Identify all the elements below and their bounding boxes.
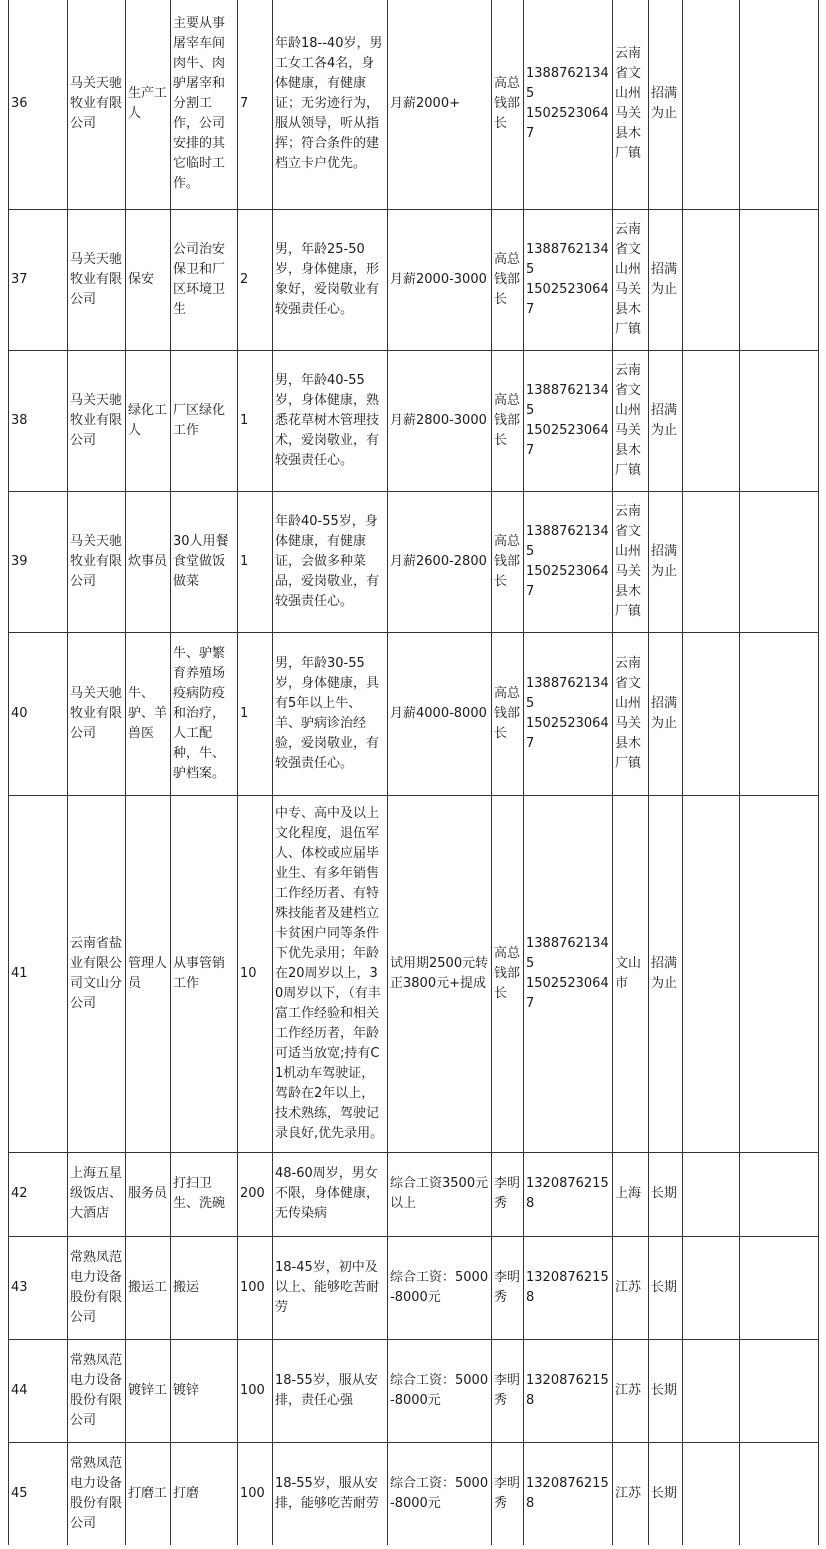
table-row <box>9 1339 819 1442</box>
row-number: 37 <box>9 209 68 350</box>
work-location: 江苏 <box>613 1442 649 1545</box>
row-number: 36 <box>9 0 68 209</box>
table-row <box>9 1152 819 1236</box>
contact-phone: 13208762158 <box>524 1152 613 1236</box>
job-requirements: 年龄40-55岁，身体健康，有健康证，会做多种菜品，爱岗敬业，有较强责任心。 <box>273 491 388 632</box>
work-location: 云南省文山州马关县木厂镇 <box>613 491 649 632</box>
hiring-duration: 招满为止 <box>649 0 683 209</box>
salary: 月薪2800-3000 <box>388 350 492 491</box>
row-number: 38 <box>9 350 68 491</box>
empty-cell-2 <box>740 1236 819 1339</box>
contact-phone: 13887621345 15025230647 <box>524 491 613 632</box>
contact-phone: 13887621345 15025230647 <box>524 350 613 491</box>
table-row <box>9 1442 819 1545</box>
hire-count: 100 <box>238 1442 273 1545</box>
company-name: 常熟凤范电力设备股份有限公司 <box>68 1442 126 1545</box>
job-duties: 牛、驴繁育养殖场疫病防疫和治疗，人工配种，牛、驴档案。 <box>171 632 238 795</box>
contact-phone: 13887621345 15025230647 <box>524 209 613 350</box>
contact-phone: 13208762158 <box>524 1236 613 1339</box>
hiring-duration: 招满为止 <box>649 795 683 1152</box>
job-requirements: 18-45岁，初中及以上、能够吃苦耐劳 <box>273 1236 388 1339</box>
work-location: 江苏 <box>613 1236 649 1339</box>
contact-person: 高总钱部长 <box>492 632 524 795</box>
jobs-table-body <box>9 0 819 1545</box>
salary: 月薪2600-2800 <box>388 491 492 632</box>
hiring-duration: 招满为止 <box>649 350 683 491</box>
hiring-duration: 招满为止 <box>649 632 683 795</box>
contact-phone: 13887621345 15025230647 <box>524 795 613 1152</box>
empty-cell-2 <box>740 0 819 209</box>
salary: 月薪2000+ <box>388 0 492 209</box>
company-name: 常熟凤范电力设备股份有限公司 <box>68 1339 126 1442</box>
contact-person: 李明秀 <box>492 1442 524 1545</box>
job-duties: 主要从事屠宰车间肉牛、肉驴屠宰和分割工作，公司安排的其它临时工作。 <box>171 0 238 209</box>
job-requirements: 18-55岁，服从安排，能够吃苦耐劳 <box>273 1442 388 1545</box>
hiring-duration: 长期 <box>649 1339 683 1442</box>
job-requirements: 男，年龄40-55岁，身体健康，熟悉花草树木管理技术，爱岗敬业，有较强责任心。 <box>273 350 388 491</box>
empty-cell-2 <box>740 350 819 491</box>
empty-cell-1 <box>683 632 740 795</box>
jobs-table <box>8 0 819 1545</box>
empty-cell-2 <box>740 1152 819 1236</box>
row-number: 39 <box>9 491 68 632</box>
hiring-duration: 长期 <box>649 1442 683 1545</box>
salary: 综合工资3500元以上 <box>388 1152 492 1236</box>
job-duties: 搬运 <box>171 1236 238 1339</box>
contact-person: 李明秀 <box>492 1152 524 1236</box>
hire-count: 7 <box>238 0 273 209</box>
position-name: 镀锌工 <box>126 1339 171 1442</box>
job-duties: 厂区绿化工作 <box>171 350 238 491</box>
hire-count: 1 <box>238 350 273 491</box>
contact-person: 李明秀 <box>492 1236 524 1339</box>
hiring-duration: 招满为止 <box>649 491 683 632</box>
job-requirements: 中专、高中及以上文化程度，退伍军人、体校或应届毕业生、有多年销售工作经历者、有特殊技能者及建档立卡贫困户同等条件下优先录用；年龄在20周岁以上，30周岁以下，（有丰富工作经验和相关工作经历者，年龄可适当放宽;持有C1机动车驾驶证，驾龄在2年以上，技术熟练，驾驶记录良好,优先录用。 <box>273 795 388 1152</box>
job-duties: 从事管销工作 <box>171 795 238 1152</box>
contact-phone: 13887621345 15025230647 <box>524 632 613 795</box>
row-number: 41 <box>9 795 68 1152</box>
contact-person: 李明秀 <box>492 1339 524 1442</box>
position-name: 管理人员 <box>126 795 171 1152</box>
work-location: 云南省文山州马关县木厂镇 <box>613 209 649 350</box>
position-name: 牛、驴、羊兽医 <box>126 632 171 795</box>
work-location: 文山市 <box>613 795 649 1152</box>
contact-person: 高总钱部长 <box>492 0 524 209</box>
hire-count: 1 <box>238 491 273 632</box>
hire-count: 200 <box>238 1152 273 1236</box>
position-name: 搬运工 <box>126 1236 171 1339</box>
position-name: 服务员 <box>126 1152 171 1236</box>
empty-cell-1 <box>683 0 740 209</box>
empty-cell-1 <box>683 350 740 491</box>
empty-cell-2 <box>740 491 819 632</box>
row-number: 44 <box>9 1339 68 1442</box>
job-duties: 打扫卫生、洗碗 <box>171 1152 238 1236</box>
company-name: 马关天驰牧业有限公司 <box>68 350 126 491</box>
table-row <box>9 209 819 350</box>
position-name: 生产工人 <box>126 0 171 209</box>
job-duties: 镀锌 <box>171 1339 238 1442</box>
empty-cell-2 <box>740 1339 819 1442</box>
hire-count: 100 <box>238 1339 273 1442</box>
position-name: 炊事员 <box>126 491 171 632</box>
job-requirements: 男，年龄30-55岁，身体健康，具有5年以上牛、羊、驴病诊治经验，爱岗敬业，有较强责任心。 <box>273 632 388 795</box>
position-name: 打磨工 <box>126 1442 171 1545</box>
work-location: 江苏 <box>613 1339 649 1442</box>
hiring-duration: 招满为止 <box>649 209 683 350</box>
empty-cell-1 <box>683 1152 740 1236</box>
empty-cell-1 <box>683 795 740 1152</box>
company-name: 常熟凤范电力设备股份有限公司 <box>68 1236 126 1339</box>
company-name: 马关天驰牧业有限公司 <box>68 209 126 350</box>
table-row <box>9 632 819 795</box>
job-requirements: 年龄18--40岁，男工女工各4名，身体健康，有健康证；无劣迹行为，服从领导，听从指挥；符合条件的建档立卡户优先。 <box>273 0 388 209</box>
work-location: 云南省文山州马关县木厂镇 <box>613 350 649 491</box>
hire-count: 1 <box>238 632 273 795</box>
company-name: 马关天驰牧业有限公司 <box>68 632 126 795</box>
work-location: 上海 <box>613 1152 649 1236</box>
salary: 试用期2500元转正3800元+提成 <box>388 795 492 1152</box>
company-name: 云南省盐业有限公司文山分公司 <box>68 795 126 1152</box>
hire-count: 100 <box>238 1236 273 1339</box>
job-requirements: 男，年龄25-50岁，身体健康，形象好，爱岗敬业有较强责任心。 <box>273 209 388 350</box>
empty-cell-2 <box>740 632 819 795</box>
contact-person: 高总钱部长 <box>492 491 524 632</box>
contact-person: 高总钱部长 <box>492 795 524 1152</box>
contact-person: 高总钱部长 <box>492 350 524 491</box>
position-name: 保安 <box>126 209 171 350</box>
empty-cell-1 <box>683 209 740 350</box>
empty-cell-1 <box>683 491 740 632</box>
job-requirements: 18-55岁，服从安排，责任心强 <box>273 1339 388 1442</box>
job-duties: 30人用餐食堂做饭做菜 <box>171 491 238 632</box>
empty-cell-2 <box>740 209 819 350</box>
empty-cell-2 <box>740 795 819 1152</box>
company-name: 马关天驰牧业有限公司 <box>68 0 126 209</box>
position-name: 绿化工人 <box>126 350 171 491</box>
contact-phone: 13208762158 <box>524 1442 613 1545</box>
hiring-duration: 长期 <box>649 1236 683 1339</box>
salary: 月薪2000-3000 <box>388 209 492 350</box>
row-number: 40 <box>9 632 68 795</box>
hire-count: 2 <box>238 209 273 350</box>
empty-cell-2 <box>740 1442 819 1545</box>
table-row <box>9 491 819 632</box>
row-number: 45 <box>9 1442 68 1545</box>
work-location: 云南省文山州马关县木厂镇 <box>613 0 649 209</box>
row-number: 43 <box>9 1236 68 1339</box>
table-row <box>9 795 819 1152</box>
job-duties: 公司治安保卫和厂区环境卫生 <box>171 209 238 350</box>
contact-phone: 13887621345 15025230647 <box>524 0 613 209</box>
row-number: 42 <box>9 1152 68 1236</box>
company-name: 马关天驰牧业有限公司 <box>68 491 126 632</box>
job-duties: 打磨 <box>171 1442 238 1545</box>
table-row <box>9 350 819 491</box>
table-row <box>9 1236 819 1339</box>
contact-person: 高总钱部长 <box>492 209 524 350</box>
hiring-duration: 长期 <box>649 1152 683 1236</box>
salary: 综合工资：5000-8000元 <box>388 1236 492 1339</box>
table-row <box>9 0 819 209</box>
hire-count: 10 <box>238 795 273 1152</box>
empty-cell-1 <box>683 1339 740 1442</box>
contact-phone: 13208762158 <box>524 1339 613 1442</box>
company-name: 上海五星级饭店、大酒店 <box>68 1152 126 1236</box>
salary: 综合工资：5000-8000元 <box>388 1339 492 1442</box>
salary: 综合工资：5000-8000元 <box>388 1442 492 1545</box>
empty-cell-1 <box>683 1236 740 1339</box>
salary: 月薪4000-8000 <box>388 632 492 795</box>
work-location: 云南省文山州马关县木厂镇 <box>613 632 649 795</box>
empty-cell-1 <box>683 1442 740 1545</box>
job-requirements: 48-60周岁，男女不限，身体健康，无传染病 <box>273 1152 388 1236</box>
